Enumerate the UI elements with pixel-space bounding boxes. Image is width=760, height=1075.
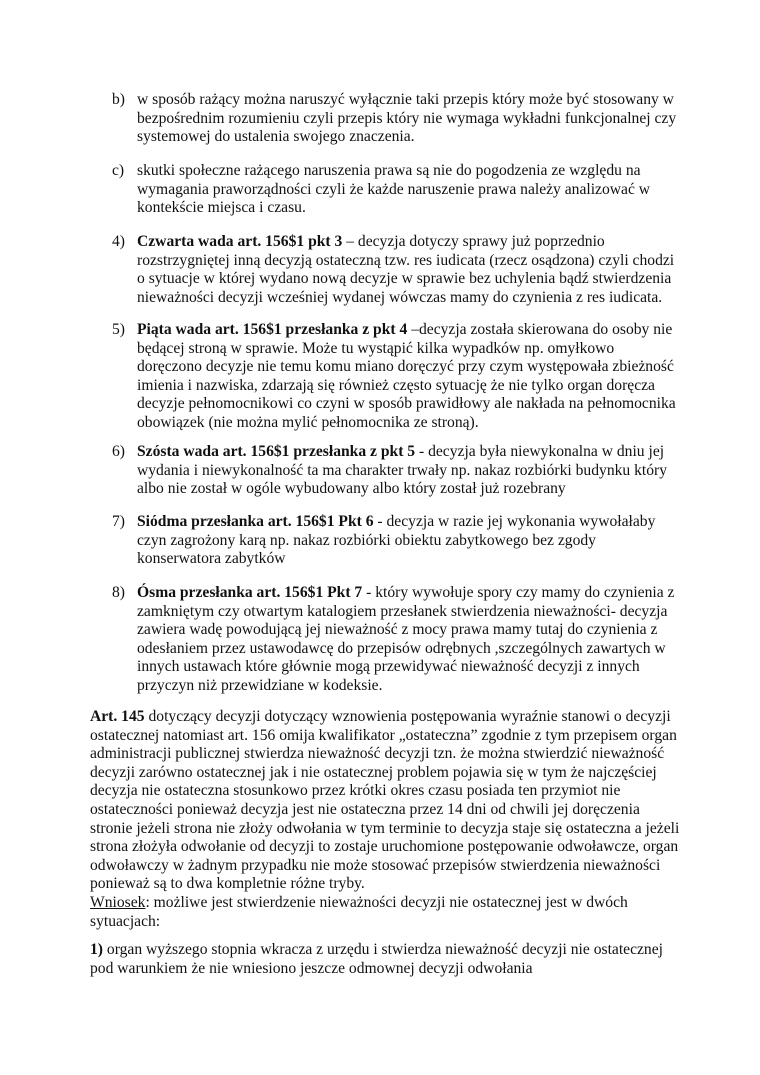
text-line: czyn zagrożony karą np. nakaz rozbiórki obiektu zabytkowego bez zgody bbox=[137, 531, 596, 549]
text-line: Szósta wada art. 156$1 przesłanka z pkt 5 - decyzja była niewykonalna w dniu jej bbox=[137, 443, 665, 460]
text-line: skutki społeczne rażącego naruszenia prawa są nie do pogodzenia ze względu na bbox=[137, 162, 641, 179]
text-line: pod warunkiem że nie wniesiono jeszcze odmownej decyzji odwołania bbox=[90, 959, 533, 977]
text-line: Piąta wada art. 156$1 przesłanka z pkt 4 –decyzja została skierowana do osoby nie bbox=[137, 321, 673, 338]
text-line: albo nie został w ogóle wybudowany albo który został już rozebrany bbox=[137, 480, 566, 498]
list-marker: b) bbox=[112, 91, 125, 108]
paragraph-heading: Art. 145 bbox=[90, 708, 145, 725]
list-marker: 6) bbox=[112, 443, 125, 460]
list-item-text bbox=[137, 513, 672, 569]
list-marker: 7) bbox=[112, 513, 125, 530]
list-item-text bbox=[137, 91, 677, 147]
text-line: decyzje pełnomocnikowi co czyni w sposób prawidłowy ale nakłada na pełnomocnika bbox=[137, 395, 676, 413]
text-line: rozstrzygniętej inną decyzją ostateczną tzw. res iudicata (rzecz osądzona) czyli chodzi bbox=[137, 251, 675, 269]
text-line: doręczono decyzje nie temu komu miano doręczyć przy czym występowała zbieżność bbox=[137, 358, 674, 376]
list-item-b bbox=[112, 91, 677, 147]
text-line: konserwatora zabytków bbox=[137, 550, 286, 568]
point-number: 1) bbox=[90, 941, 103, 958]
text-line: strona złożyła odwołanie od decyzji to zostaje uruchomione postępowanie odwoławcze, organ bbox=[90, 838, 679, 856]
text-line: decyzja nie ostateczna stosunkowo przez krótki okres czasu posiada ten przymiot nie bbox=[90, 782, 621, 800]
list-item-6 bbox=[112, 443, 672, 499]
list-item-4 bbox=[112, 233, 675, 307]
list-marker: 5) bbox=[112, 321, 125, 338]
item-heading: Siódma przesłanka art. 156$1 Pkt 6 bbox=[137, 513, 374, 530]
text-line: ostatecznej natomiast art. 156 omija kwalifikator „ostateczna” zgodnie z tym przepisem organ bbox=[90, 726, 677, 744]
list-item-c bbox=[112, 162, 672, 218]
wniosek-label: Wniosek bbox=[90, 893, 146, 911]
text-line: Wniosek: możliwe jest stwierdzenie nieważności decyzji nie ostatecznej jest w dwóch bbox=[90, 893, 628, 911]
text-line: imienia i nazwiska, zdarzają się również często sytuację że nie tylko organ doręcza bbox=[137, 376, 655, 394]
list-item-text bbox=[137, 584, 675, 696]
text-line: ostateczności ponieważ decyzja jest nie ostateczna przez 14 dni od chwili jej doręczenia bbox=[90, 800, 640, 818]
item-heading: Ósma przesłanka art. 156$1 Pkt 7 bbox=[137, 584, 363, 601]
text-line: wymagania praworządności czyli że każde naruszenie prawa należy analizować w bbox=[137, 180, 651, 198]
list-item-5 bbox=[112, 321, 676, 433]
art-145-paragraph bbox=[90, 708, 680, 931]
text-line: Siódma przesłanka art. 156$1 Pkt 6 - decyzja w razie jej wykonania wywołałaby bbox=[137, 513, 656, 530]
list-item-text bbox=[137, 162, 672, 218]
text-line: zawiera wadę powodującą jej nieważność z mocy prawa mamy tutaj do czynienia z bbox=[137, 621, 658, 639]
text-line: w sposób rażący można naruszyć wyłącznie taki przepis który może być stosowany w bbox=[137, 91, 674, 108]
text-line: ponieważ są to dwa kompletnie różne tryby. bbox=[90, 875, 365, 893]
text-line: bezpośrednim rozumieniu czyli przepis który nie wymaga wykładni funkcjonalnej czy bbox=[137, 109, 677, 127]
list-marker: 4) bbox=[112, 233, 125, 250]
text-line: Czwarta wada art. 156$1 pkt 3 – decyzja dotyczy sprawy już poprzednio bbox=[137, 233, 605, 250]
text-line: innych ustawach które głównie mogą przewidywać nieważność decyzji z innych bbox=[137, 658, 640, 676]
text-line: 1) organ wyższego stopnia wkracza z urzędu i stwierdza nieważność decyzji nie ostatecznej bbox=[90, 941, 663, 958]
text-line: decyzji zarówno ostatecznej jak i nie ostatecznej problem pojawia się w tym że najczęściej bbox=[90, 763, 657, 781]
text-line: odesłaniem przez ustawodawcę do przepisów odrębnych ,szczególnych zawartych w bbox=[137, 639, 666, 657]
text-line: zamkniętym czy otwartym katalogiem przesłanek stwierdzenia nieważności- decyzja bbox=[137, 602, 668, 620]
list-item-text bbox=[137, 443, 672, 499]
point-1-paragraph bbox=[90, 941, 670, 978]
list-item-text bbox=[137, 233, 675, 307]
text-line: systemowej do ustalenia swojego znaczenia. bbox=[137, 128, 415, 146]
text-line: obowiązek (nie można mylić pełnomocnika ze stroną). bbox=[137, 413, 479, 431]
text-line: Art. 145 dotyczący decyzji dotyczący wznowienia postępowania wyraźnie stanowi o decyzji bbox=[90, 708, 671, 725]
text-line: Ósma przesłanka art. 156$1 Pkt 7 - który wywołuje spory czy mamy do czynienia z bbox=[137, 584, 675, 601]
text-line: będącej stroną w sprawie. Może tu wystąpić kilka wypadków np. omyłkowo bbox=[137, 339, 615, 357]
text-line: stronie jeżeli strona nie złoży odwołania w tym terminie to decyzja staje się ostateczna a jeżeli bbox=[90, 819, 680, 837]
text-line: nieważności decyzji wcześniej wydanej wówczas mamy do czynienia z res iudicata. bbox=[137, 288, 663, 306]
list-marker: 8) bbox=[112, 584, 125, 601]
text-line: odwoławczy w żadnym przypadku nie może stosować przepisów stwierdzenia nieważności bbox=[90, 856, 661, 874]
list-item-text bbox=[137, 321, 676, 433]
list-item-8 bbox=[112, 584, 675, 696]
item-heading: Szósta wada art. 156$1 przesłanka z pkt 5 bbox=[137, 443, 416, 460]
text-line: przyczyn niż przewidziane w kodeksie. bbox=[137, 676, 383, 694]
list-marker: c) bbox=[112, 162, 125, 179]
text-line: wydania i niewykonalność ta ma charakter trwały np. nakaz rozbiórki budynku który bbox=[137, 461, 668, 479]
item-heading: Piąta wada art. 156$1 przesłanka z pkt 4 bbox=[137, 321, 408, 338]
list-item-7 bbox=[112, 513, 672, 569]
text-line: administracji publicznej stwierdza nieważność decyzji tzn. że można stwierdzić nieważność bbox=[90, 745, 665, 763]
text-line: sytuacjach: bbox=[90, 912, 161, 930]
text-line: o sytuacje w której wydano nową decyzje w sprawie bez uchylenia bądź stwierdzenia bbox=[137, 270, 672, 288]
text-line: kontekście miejsca i czasu. bbox=[137, 199, 306, 217]
item-heading: Czwarta wada art. 156$1 pkt 3 bbox=[137, 233, 343, 250]
